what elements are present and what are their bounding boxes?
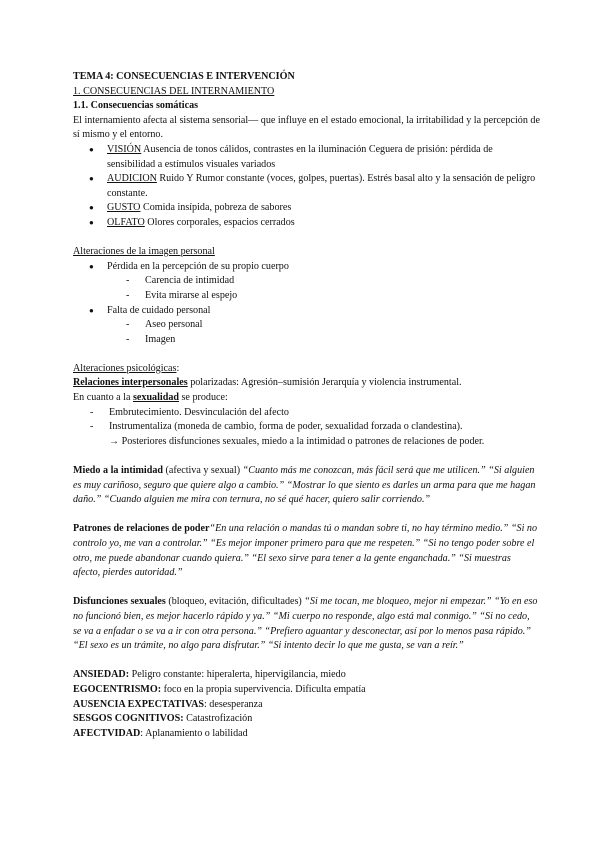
sub-list-item: - Carencia de intimidad [126,274,540,289]
image-heading: Alteraciones de la imagen personal [73,246,215,258]
list-item: - Embrutecimiento. Desvinculación del afecto [90,406,540,421]
sexuality-post: se produce: [178,392,228,404]
final-text: : Aplanamiento o labilidad [140,727,248,739]
final-line [73,668,540,683]
sense-label: VISIÓN [107,143,142,155]
page-title: TEMA 4: CONSECUENCIAS E INTERVENCIÓN [73,71,295,82]
final-line [73,683,540,698]
final-label: AUSENCIA EXPECTATIVAS [73,698,204,710]
final-text: foco en la propia supervivencia. Dificulta empatía [161,683,366,695]
list-item: - Instrumentaliza (moneda de cambio, forma de poder, sexualidad forzada o clandestina). [90,420,540,435]
dysfunction-label: Disfunciones sexuales [73,596,166,608]
fear-label: Miedo a la intimidad [73,465,164,477]
image-list [73,304,540,319]
relations-label: Relaciones interpersonales [73,377,188,389]
sense-text: Comida insípida, pobreza de sabores [140,202,292,214]
section-heading: 1. CONSECUENCIAS DEL INTERNAMIENTO [73,85,275,97]
list-item-text: Falta de cuidado personal [107,304,211,316]
dysfunction-paragraph [73,595,540,653]
fear-quotes: “Cuanto más me conozcan, más fácil será que me utilicen.” “Si alguien es muy cariñoso, seguro que quiere algo a cambio.” “Mostrar lo que siento es darles un arma para que me hagan daño.” “Cuando alguien me mira con ternura, no sé qué hacer, quiero salir corriendo.” [73,465,536,506]
sexuality-line [73,391,540,406]
final-text: : desesperanza [203,698,263,710]
psych-heading-tail: : [176,362,180,374]
final-text: Catastrofización [183,713,253,725]
fear-plain: (afectiva y sexual) [163,465,243,477]
sense-label: OLFATO [107,216,145,228]
list-item-text: Pérdida en la percepción de su propio cuerpo [107,260,289,272]
final-label: AFECTVIDAD [73,727,141,739]
sense-label: GUSTO [107,202,141,214]
sexuality-label: sexualidad [132,392,179,404]
final-text: Peligro constante: hiperalerta, hipervigilancia, miedo [129,669,346,681]
sense-text: Ruido Y Rumor constante (voces, golpes, puertas). Estrés basal alto y la sensación de peligro constante. [107,173,536,199]
power-paragraph [73,522,540,580]
relations-line [73,376,540,391]
sense-text: Ausencia de tonos cálidos, contrastes en la iluminación Ceguera de prisión: pérdida de sensibilidad a estímulos visuales variados [107,143,493,170]
sexuality-pre: En cuanto a la [73,392,133,404]
list-item [89,201,540,216]
image-list [73,260,540,275]
image-sublist [73,274,540,303]
list-item [89,216,540,231]
relations-text: polarizadas: Agresión–sumisión Jerarquía y violencia instrumental. [187,377,462,389]
fear-paragraph [73,464,540,508]
list-item [89,304,540,319]
consequence-arrow-line: → Posteriores disfunciones sexuales, miedo a la intimidad o patrones de relaciones de poder. [109,435,485,447]
senses-list [73,143,540,231]
subsection-heading: 1.1. Consecuencias somáticas [73,100,199,112]
final-line [73,727,540,742]
psych-heading: Alteraciones psicológicas [73,362,177,374]
final-line [73,712,540,727]
sense-text: Olores corporales, espacios cerrados [144,216,295,228]
psych-heading-line [73,362,540,377]
sub-list-item: - Imagen [126,333,540,348]
list-item [89,260,540,275]
final-label: SESGOS COGNITIVOS: [73,713,184,725]
power-quotes: “En una relación o mandas tú o mandan sobre ti, no hay término medio.” “Si no controlo yo, me van a controlar.” “Es mejor imponer primero para que me respeten.” “Si no tengo poder sobre el otro, me puede abandonar cuando quiera.” “El sexo sirve para tener a la gente enganchada.” “Si muestras afecto, pierdes autoridad.” [73,523,538,579]
dysfunction-plain: (bloqueo, evitación, dificultades) [165,596,305,608]
image-sublist [73,318,540,347]
final-line [73,698,540,713]
power-label: Patrones de relaciones de poder [73,523,210,535]
dysfunction-quotes: “Si me tocan, me bloqueo, mejor ni empezar.” “Yo en eso no funcionó bien, es mejor hacerlo rápido y ya.” “Mi cuerpo no responde, algo está mal conmigo.” “Si no cedo, se va a enfadar o se va a ir con otra persona.” “Prefiero aguantar y desconectar, así por lo menos pasa rápido.” “El sexo es un trámite, no algo para disfrutar.” “Si intento decir lo que me gusta, se van a reír.” [73,596,538,652]
intro-paragraph: El internamiento afecta al sistema sensorial— que influye en el estado emocional, la irritabilidad y la percepción de sí mismo y el entorno. [73,114,540,141]
sub-list-item: - Aseo personal [126,318,540,333]
sub-list-item: - Evita mirarse al espejo [126,289,540,304]
list-item [89,172,540,201]
final-label: ANSIEDAD: [73,669,130,681]
sense-label: AUDICION [107,173,157,185]
final-label: EGOCENTRISMO: [73,683,162,695]
list-item [89,143,540,172]
sexuality-list [73,406,540,435]
